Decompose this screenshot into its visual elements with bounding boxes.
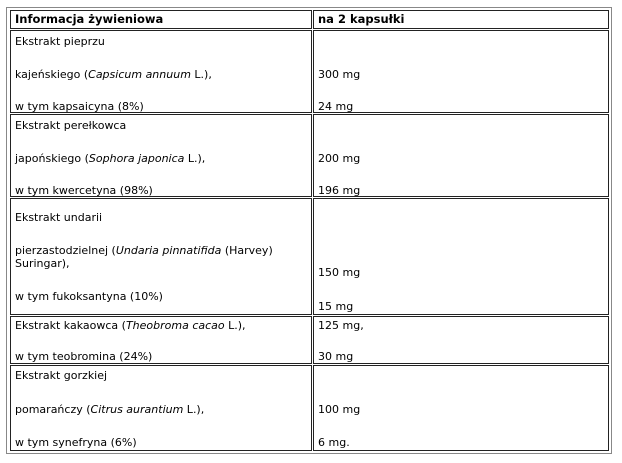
ingredient-subline: w tym kapsaicyna (8%)	[15, 100, 144, 113]
table-row-ingredient	[10, 30, 312, 113]
ingredient-line: kajeńskiego (Capsicum annuum L.),	[15, 68, 212, 81]
dose-value: 196 mg	[318, 184, 361, 197]
dose-value: 100 mg	[318, 403, 361, 416]
table-row-ingredient	[10, 198, 312, 315]
ingredient-line: pomarańczy (Citrus aurantium L.),	[15, 403, 205, 416]
dose-value: 30 mg	[318, 350, 354, 363]
table-row-ingredient	[10, 365, 312, 451]
table-row-dose	[313, 365, 609, 451]
dose-value: 15 mg	[318, 300, 354, 313]
dose-value: 150 mg	[318, 266, 361, 279]
ingredient-line: japońskiego (Sophora japonica L.),	[15, 152, 206, 165]
nutrition-table	[6, 7, 612, 454]
ingredient-line: Ekstrakt perełkowca	[15, 119, 127, 132]
dose-value: 125 mg,	[318, 319, 364, 332]
ingredient-line: Ekstrakt kakaowca (Theobroma cacao L.),	[15, 319, 246, 332]
table-row-dose	[313, 198, 609, 315]
dose-value: 300 mg	[318, 68, 361, 81]
ingredient-line: Ekstrakt pieprzu	[15, 35, 105, 48]
table-row-ingredient	[10, 316, 312, 364]
header-ingredient-label: Informacja żywieniowa	[15, 12, 164, 26]
table-row-dose	[313, 30, 609, 113]
table-row-dose	[313, 316, 609, 364]
header-cell-ingredient	[10, 10, 312, 29]
ingredient-subline: w tym kwercetyna (98%)	[15, 184, 153, 197]
dose-value: 24 mg	[318, 100, 354, 113]
dose-value: 6 mg.	[318, 436, 350, 449]
header-cell-dose	[313, 10, 609, 29]
table-row-ingredient	[10, 114, 312, 197]
header-dose-label: na 2 kapsułki	[318, 12, 405, 26]
ingredient-line: Ekstrakt undarii	[15, 211, 103, 224]
dose-value: 200 mg	[318, 152, 361, 165]
table-row-dose	[313, 114, 609, 197]
ingredient-subline: w tym fukoksantyna (10%)	[15, 290, 163, 303]
ingredient-subline: w tym teobromina (24%)	[15, 350, 153, 363]
ingredient-line: Ekstrakt gorzkiej	[15, 369, 108, 382]
ingredient-line: pierzastodzielnej (Undaria pinnatifida (Harvey) Suringar),	[15, 244, 273, 270]
ingredient-subline: w tym synefryna (6%)	[15, 436, 137, 449]
